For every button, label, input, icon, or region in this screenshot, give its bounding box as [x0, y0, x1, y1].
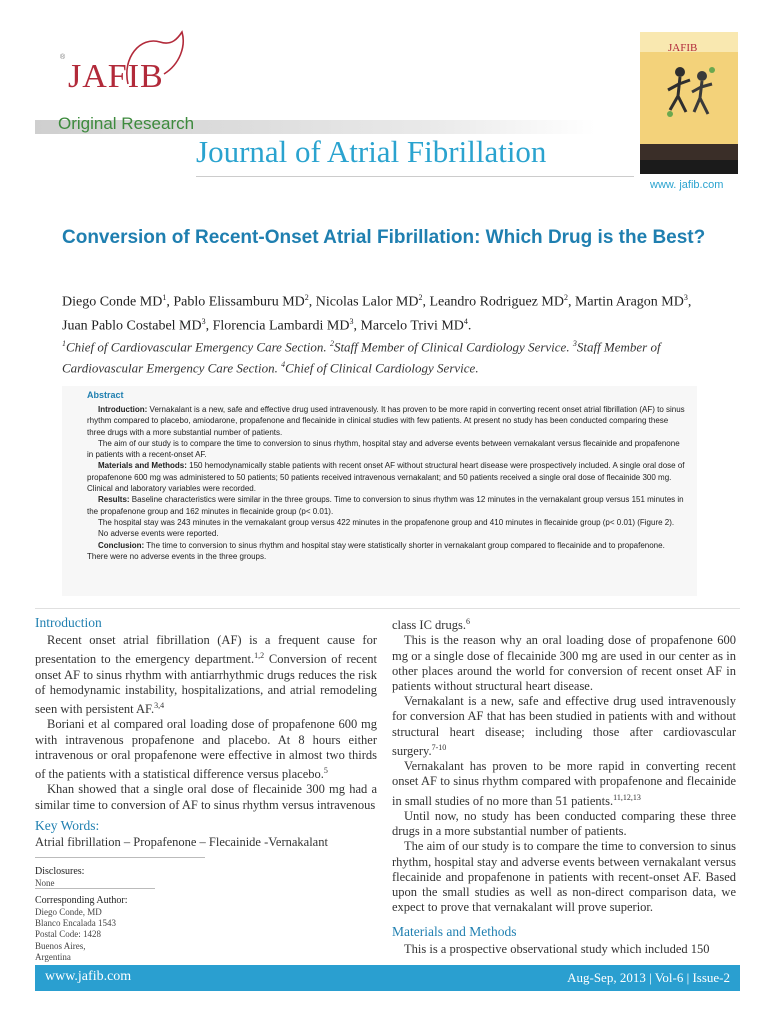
methods-heading: Materials and Methods [392, 924, 517, 940]
methods-body [392, 942, 736, 957]
address-line: Buenos Aires, [35, 940, 86, 951]
heart-arc-icon [120, 28, 188, 90]
introduction-heading: Introduction [35, 615, 102, 630]
author-name: Martin Aragon MD [574, 294, 684, 310]
abstract-body [87, 404, 687, 562]
abstract-heading: Abstract [87, 390, 124, 400]
author-affiliation-mark: 1 [162, 293, 167, 302]
body-text: The aim of our study is to compare the time to conversion to sinus rhythm, hospital stay and adverse events between vernakalant versus flecainide and propafenone in patients with recent-onset AF. Based upon the small studies as well as non-direct comparison data, we expect to prove that vernakalant will prove superior. [392, 839, 736, 915]
logo-text: JAFIB [68, 58, 164, 95]
author-affiliation-mark: 2 [563, 293, 568, 302]
abstract-text: Vernakalant is a new, safe and effective drug used intravenously. It has proven to be more rapid in converting recent onset atrial fibrillation (AF) to sinus rhythm compared to placebo, amiodarone, propafenone and flecainide in clinical studies with few patients. At present no study has been conducted comparing these three drugs with a more substantial number of patients. [87, 405, 685, 437]
abstract-text: No adverse events were reported. [98, 529, 219, 539]
body-paragraph [35, 633, 377, 717]
author-separator: , [687, 294, 692, 310]
body-text: Vernakalant is a new, safe and effective drug used intravenously for conversion AF that has been studied in patients with and without structural heart disease; including those after cardiovascular surgery. [392, 694, 736, 758]
abstract-paragraph [87, 528, 687, 539]
footer-website-link[interactable]: www.jafib.com [45, 969, 132, 984]
address-line: Blanco Encalada 1543 [35, 918, 116, 929]
author-separator: , [422, 294, 430, 310]
abstract-label: Conclusion: [98, 540, 145, 550]
abstract-label: Results: [98, 495, 130, 505]
citation-mark: 3,4 [154, 700, 165, 710]
journal-title: Journal of Atrial Fibrillation [196, 134, 547, 169]
jafib-logo [60, 28, 190, 108]
cover-title: JAFIB [668, 42, 698, 54]
body-paragraph [392, 759, 736, 809]
abstract-label: Materials and Methods: [98, 461, 187, 471]
column-rule [35, 608, 740, 609]
body-paragraph [392, 839, 736, 915]
author-name: Leandro Rodriguez MD [429, 294, 564, 310]
author-separator: , [353, 318, 361, 334]
author-separator: , [166, 294, 174, 310]
website-link-top[interactable]: www. jafib.com [650, 179, 724, 191]
citation-mark: 5 [323, 765, 328, 775]
article-title: Conversion of Recent-Onset Atrial Fibrillation: Which Drug is the Best? [62, 227, 706, 248]
journal-cover-image [640, 32, 738, 174]
footer-issue-info: Aug-Sep, 2013 | Vol-6 | Issue-2 [567, 970, 730, 985]
author-name: Diego Conde MD [62, 294, 163, 310]
author-separator: , [567, 294, 575, 310]
abstract-paragraph [87, 438, 687, 461]
body-text: Khan showed that a single oral dose of flecainide 300 mg had a similar time to conversion of AF to sinus rhythm versus intravenous [35, 782, 377, 812]
page-footer [35, 965, 740, 991]
abstract-text: The time to conversion to sinus rhythm and hospital stay were statistically shorter in vernakalant group compared to flecainide and to propafenone. There were no adverse events in the three groups. [87, 540, 665, 561]
author-separator: , [205, 318, 213, 334]
body-paragraph [392, 694, 736, 759]
author-separator: . [467, 318, 472, 334]
abstract-text: 150 hemodynamically stable patients with recent onset AF without structural heart disease were prospectively included. A single oral dose of propafenone 600 mg was administered to 50 patients; 50 patients received intravenous vernakalant; and 50 patients received a single oral dose of flecainide 300 mg. Clinical and laboratory variables were recorded. [87, 461, 685, 494]
affiliation-text: Chief of Cardiovascular Emergency Care Section. [66, 339, 330, 355]
body-paragraph [392, 942, 736, 957]
author-separator: , [308, 294, 316, 310]
author-affiliation-mark: 4 [463, 316, 468, 326]
affiliation-text: Staff Member of Cardiovascular Emergency Care Section. [62, 339, 661, 376]
author-name: Florencia Lambardi MD [212, 318, 350, 334]
body-text: This is a prospective observational study which included 150 [404, 942, 710, 957]
address-line: Diego Conde, MD [35, 907, 102, 917]
registered-mark: ® [60, 54, 66, 61]
body-text: This is the reason why an oral loading dose of propafenone 600 mg or a single dose of flecainide 300 mg are used in our center as in other places around the world for conversion of recent onset AF in patients without structural heart disease. [392, 633, 736, 693]
address-line: Argentina [35, 951, 71, 962]
affiliations [62, 335, 712, 378]
affiliation-mark: 3 [572, 339, 577, 348]
abstract-paragraph [87, 517, 687, 528]
introduction-body [35, 633, 377, 813]
author-affiliation-mark: 2 [304, 293, 309, 302]
body-paragraph [35, 717, 377, 782]
right-column-body [392, 614, 736, 915]
abstract-paragraph [87, 460, 687, 494]
address-line: Postal Code: 1428 [35, 929, 102, 940]
keywords-text: Atrial fibrillation – Propafenone – Flecainide -Vernakalant [35, 835, 328, 849]
author-list [62, 288, 712, 335]
body-text: class IC drugs. [392, 618, 466, 633]
author-affiliation-mark: 3 [201, 316, 206, 326]
body-text: Boriani et al compared oral loading dose of propafenone 600 mg with intravenous propafenone and placebo. At 8 hours either intravenous or oral propafenone were effective in almost two thirds of the patients with a statistical difference versus placebo. [35, 717, 377, 782]
citation-mark: 11,12,13 [613, 792, 641, 802]
body-text: Vernakalant has proven to be more rapid in converting recent onset AF to sinus rhythm compared with propafenone and flecainide in small studies of no more than 51 patients. [392, 759, 736, 808]
right-column [392, 614, 736, 958]
abstract-text: Baseline characteristics were similar in the three groups. Time to conversion to sinus rhythm was 12 minutes in the vernakalant group versus 151 minutes in the propafenone group and 162 minutes in flecainide group (p< 0.01). [87, 495, 684, 516]
citation-mark: 1,2 [254, 651, 265, 661]
author-affiliation-mark: 2 [418, 293, 423, 302]
affiliation-mark: 2 [329, 339, 334, 348]
body-paragraph [392, 809, 736, 839]
abstract-text: The hospital stay was 243 minutes in the vernakalant group versus 422 minutes in the propafenone group and 410 minutes in flecainide group (p< 0.01) (Figure 2). [98, 517, 675, 527]
author-affiliation-mark: 3 [349, 316, 354, 326]
disclosures-text: None [35, 878, 55, 888]
author-name: Juan Pablo Costabel MD [62, 318, 202, 334]
citation-mark: 6 [465, 617, 470, 626]
title-rule [196, 176, 634, 177]
abstract-paragraph [87, 494, 687, 517]
author-name: Nicolas Lalor MD [315, 294, 419, 310]
abstract-label: Introduction: [98, 405, 148, 414]
body-paragraph [392, 633, 736, 694]
keywords-heading: Key Words: [35, 818, 100, 833]
affiliation-mark: 4 [281, 360, 286, 370]
abstract-paragraph [87, 404, 687, 438]
corresponding-author-heading: Corresponding Author: [35, 895, 128, 906]
body-text: Until now, no study has been conducted comparing these three drugs in a more substantial number of patients. [392, 808, 736, 839]
affiliation-text: Staff Member of Clinical Cardiology Service. [333, 339, 573, 355]
left-column [35, 614, 377, 813]
author-affiliation-mark: 3 [683, 293, 688, 302]
corresponding-author-address [35, 907, 116, 963]
body-text: Conversion of recent onset AF to sinus rhythm with antiarrhythmic drugs reduces the risk of hemodynamic instability, hospitalizations, and atrial remodeling seen with persistent AF. [35, 652, 377, 717]
cover-footer [640, 160, 738, 174]
body-text: Recent onset atrial fibrillation (AF) is a frequent cause for presentation to the emergency department. [35, 633, 377, 667]
section-label: Original Research [58, 114, 195, 133]
keywords-rule [35, 857, 205, 858]
disclosures-rule [35, 888, 155, 889]
body-paragraph [392, 614, 736, 633]
cover-runners-icon [660, 62, 720, 122]
citation-mark: 7-10 [431, 742, 447, 752]
body-paragraph [35, 782, 377, 812]
abstract-text: The aim of our study is to compare the time to conversion to sinus rhythm, hospital stay and adverse events between vernakalant versus flecainide and propafenone in patients with a recent-onset AF. [87, 438, 680, 460]
author-name: Pablo Elissamburu MD [173, 294, 305, 310]
affiliation-mark: 1 [62, 339, 66, 348]
affiliation-text: Chief of Clinical Cardiology Service. [285, 360, 479, 376]
disclosures-heading: Disclosures: [35, 866, 85, 877]
author-name: Marcelo Trivi MD [360, 318, 464, 334]
abstract-paragraph [87, 540, 687, 563]
